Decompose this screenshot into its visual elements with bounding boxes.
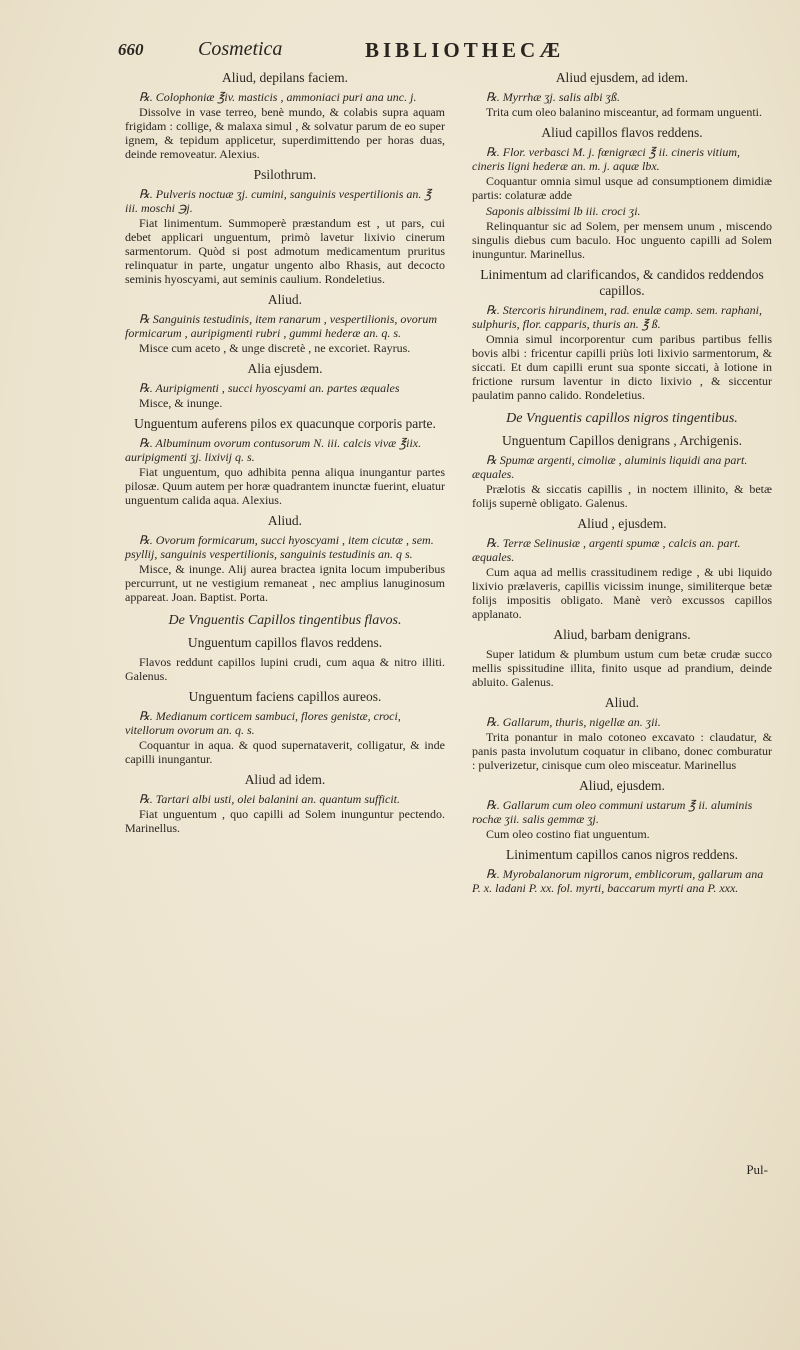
prescription: ℞ Sanguinis testudinis, item ranarum , vespertilionis, ovorum formicarum , auripigmenti rubri , gummi hederæ an. q. s. [125, 312, 438, 340]
paragraph: Misce, & inunge. Alij aurea bractea ignita locum impuberibus percurrunt, ut ne vestigium remaneat , nec amplius lanuginosum appareat. Joan. Baptist. Porta. [125, 562, 445, 604]
recipe-heading: Unguentum capillos flavos reddens. [187, 635, 383, 650]
recipe-heading: Unguentum Capillos denigrans , Archigenis. [502, 433, 742, 448]
prescription: Saponis albissimi lb iii. croci ʒi. [486, 204, 641, 218]
recipe-heading: Aliud, depilans faciem. [222, 70, 348, 85]
prescription: ℞. Gallarum cum oleo communi ustarum ℥ ii. aluminis rochæ ʒii. salis gemmæ ʒj. [472, 798, 753, 826]
prescription: ℞. Myrobalanorum nigrorum, emblicorum, gallarum ana P. x. ladani P. xx. fol. myrti, baccarum myrti ana P. xxx. [472, 867, 764, 895]
prescription: ℞. Stercoris hirundinem, rad. enulæ camp. sem. raphani, sulphuris, flor. capparis, thuris an. ℥ ß. [472, 303, 762, 331]
paragraph: Fiat linimentum. Summoperè præstandum est , ut pars, cui debet applicari unguentum, primò lavetur lixivio cinerum sarmentorum. Quòd si post admotum medicamentum pruritus relinquatur in parte, ungatur ungento albo Rhasis, aut decocto seminis hyoscyami, aut seminis caulium. Rondeletius. [125, 216, 445, 286]
paragraph: Misce, & inunge. [139, 396, 223, 410]
section-heading: De Vnguentis capillos nigros tingentibus. [506, 411, 738, 426]
paragraph: Omnia simul incorporentur cum paribus partibus fellis bovis albi : fricentur capilli priùs loti lixivio sarmentorum, & siccati. Et dum capilli erunt sua sponte siccati, à lotione in frictione rursum laventur in dicto lixivio , & siccentur paulatim panno calido. Rondeletius. [472, 332, 772, 402]
right-column [472, 70, 772, 896]
left-column [125, 70, 445, 837]
recipe-heading: Linimentum capillos canos nigros reddens. [505, 847, 739, 862]
paragraph: Cum aqua ad mellis crassitudinem redige , & ubi liquido lixivio prælaveris, capillis vicissim inunge, similiterque betæ folijs impositis obligato. Manè verò excussos capillos applanato. [472, 565, 772, 621]
recipe-heading: Unguentum auferens pilos ex quacunque corporis parte. [134, 416, 436, 431]
recipe-heading: Aliud ejusdem, ad idem. [555, 70, 689, 85]
recipe-heading: Aliud, barbam denigrans. [553, 627, 691, 642]
recipe-heading: Aliud. [267, 513, 303, 528]
paragraph: Coquantur omnia simul usque ad consumptionem dimidiæ partis: colaturæ adde [472, 174, 772, 202]
recipe-heading: Unguentum faciens capillos aureos. [188, 689, 382, 704]
recipe-heading: Aliud , ejusdem. [577, 516, 667, 531]
paragraph: Relinquantur sic ad Solem, per mensem unum , miscendo singulis diebus cum baculo. Hoc unguento capilli ad Solem inunguntur. Marinellus. [472, 219, 772, 261]
prescription: ℞. Pulveris noctuæ ʒj. cumini, sanguinis vespertilionis an. ℥ iii. moschi ℈j. [125, 187, 432, 215]
paragraph: Misce cum aceto , & unge discretè , ne excoriet. Rayrus. [139, 341, 411, 355]
recipe-heading: Aliud, ejusdem. [579, 778, 665, 793]
prescription: ℞. Albuminum ovorum contusorum N. iii. calcis vivæ ℥iix. auripigmenti ʒj. lixivij q. s. [125, 436, 422, 464]
prescription: ℞. Gallarum, thuris, nigellæ an. ʒii. [486, 715, 661, 729]
paragraph: Flavos reddunt capillos lupini crudi, cum aqua & nitro illiti. Galenus. [125, 655, 445, 683]
paragraph: Fiat unguentum , quo capilli ad Solem inunguntur pectendo. Marinellus. [125, 807, 445, 835]
recipe-heading: Aliud. [267, 292, 303, 307]
prescription: ℞. Tartari albi usti, olei balanini an. quantum sufficit. [139, 792, 401, 806]
paragraph: Fiat unguentum, quo adhibita penna aliqua inungantur partes pilosæ. Quum autem per horæ quadrantem inunctæ fuerint, eluatur unguentum calida aqua. Alexius. [125, 465, 445, 507]
paragraph: Dissolve in vase terreo, benè mundo, & colabis supra aquam frigidam : collige, & malaxa simul , & solvatur parum de eo super ignem, & tepidum applicetur, superdimittendo per horas duas, deinde removeatur. Alexius. [125, 105, 445, 161]
paragraph: Trita ponantur in malo cotoneo excavato : claudatur, & panis pasta involutum coquatur in clibano, donec comburatur : pulverizetur, cinisque cum oleo misceatur. Marinellus [472, 730, 772, 772]
recipe-heading: Aliud capillos flavos reddens. [541, 125, 703, 140]
recipe-heading: Alia ejusdem. [247, 361, 323, 376]
running-title: BIBLIOTHECÆ [365, 38, 565, 62]
paragraph: Super latidum & plumbum ustum cum betæ crudæ succo mellis spissitudine illita, finito usque ad prandium, deinde abluito. Galenus. [472, 647, 772, 689]
catchword: Pul- [746, 1162, 768, 1177]
paragraph: Prælotis & siccatis capillis , in noctem illinito, & betæ folijs supernè obligato. Galenus. [472, 482, 772, 510]
recipe-heading: Aliud ad idem. [244, 772, 326, 787]
running-header [118, 38, 768, 66]
page-number: 660 [118, 40, 144, 59]
prescription: ℞. Auripigmenti , succi hyoscyami an. partes æquales [139, 381, 400, 395]
paragraph: Trita cum oleo balanino misceantur, ad formam unguenti. [486, 105, 763, 119]
paragraph: Cum oleo costino fiat unguentum. [486, 827, 650, 841]
prescription: ℞. Medianum corticem sambuci, flores genistæ, croci, vitellorum ovorum an. q. s. [125, 709, 401, 737]
prescription: ℞. Flor. verbasci M. j. fœnigræci ℥ ii. cineris vitium, cineris ligni hederæ an. m. j. aquæ lbx. [472, 145, 741, 173]
recipe-heading: Linimentum ad clarificandos, & candidos reddendos capillos. [480, 267, 764, 298]
prescription: ℞. Terræ Selinusiæ , argenti spumæ , calcis an. part. æquales. [472, 536, 741, 564]
paragraph: Coquantur in aqua. & quod supernataverit, colligatur, & inde capilli inungantur. [125, 738, 445, 766]
prescription: ℞. Myrrhæ ʒj. salis albi ʒß. [486, 90, 620, 104]
recipe-heading: Aliud. [604, 695, 640, 710]
section-heading: De Vnguentis Capillos tingentibus flavos. [168, 613, 402, 628]
prescription: ℞. Ovorum formicarum, succi hyoscyami , item cicutæ , sem. psyllij, sanguinis vespertilionis, sanguinis testudinis an. q s. [125, 533, 434, 561]
recipe-heading: Psilothrum. [253, 167, 317, 182]
prescription: ℞ Spumæ argenti, cimoliæ , aluminis liquidi ana part. æquales. [472, 453, 748, 481]
prescription: ℞. Colophoniæ ℥iv. masticis , ammoniaci puri ana unc. j. [139, 90, 417, 104]
section-title: Cosmetica [198, 38, 283, 60]
